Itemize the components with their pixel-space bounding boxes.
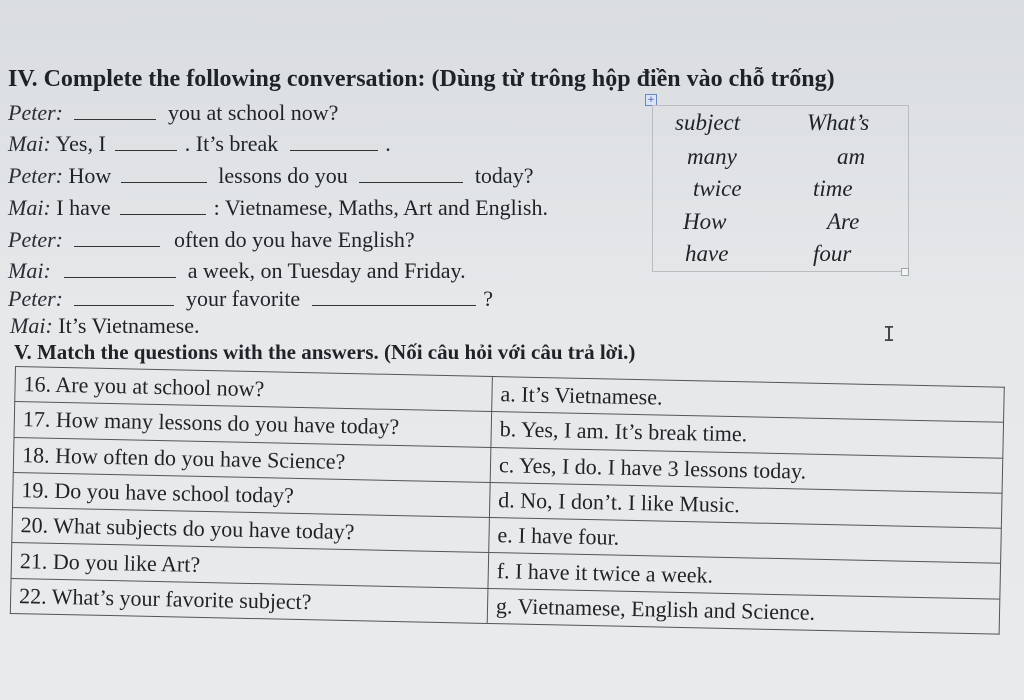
word-box-item: subject (675, 110, 741, 135)
question-cell: 20. What subjects do you have today? (12, 508, 490, 553)
conversation-line-6 (8, 258, 466, 284)
speaker-label: Peter: (8, 100, 63, 125)
speaker-label: Mai: (8, 258, 51, 283)
line-text: Yes, I (55, 131, 106, 156)
line-text: you at school now? (167, 100, 339, 125)
question-cell: 16. Are you at school now? (15, 367, 493, 412)
answer-cell: g. Vietnamese, English and Science. (487, 588, 1000, 634)
word-box (652, 105, 909, 272)
answer-cell: f. I have it twice a week. (488, 553, 1001, 599)
answer-cell: e. I have four. (489, 518, 1002, 564)
question-cell: 17. How many lessons do you have today? (14, 402, 492, 447)
resize-handle-icon[interactable] (901, 268, 909, 276)
speaker-label: Peter: (8, 227, 63, 252)
speaker-label: Mai: (8, 131, 51, 156)
line-text: lessons do you (218, 163, 348, 188)
blank-7[interactable] (74, 228, 160, 247)
question-cell: 18. How often do you have Science? (13, 437, 491, 482)
blank-4[interactable] (121, 164, 207, 183)
blank-2[interactable] (115, 132, 177, 151)
conversation-line-8 (10, 313, 200, 339)
line-text: : Vietnamese, Maths, Art and English. (213, 195, 548, 220)
matching-table (10, 366, 1005, 635)
line-text: ? (483, 286, 493, 311)
blank-6[interactable] (120, 196, 206, 215)
line-text: often do you have English? (173, 227, 415, 252)
section-4-heading: IV. Complete the following conversation: (Dùng từ trông hộp điền vào chỗ trống) (8, 66, 835, 92)
word-box-item: How (683, 209, 727, 234)
blank-8[interactable] (64, 259, 176, 278)
word-box-item: am (837, 144, 866, 169)
conversation-line-1 (8, 100, 338, 126)
blank-9[interactable] (74, 287, 174, 306)
line-text: a week, on Tuesday and Friday. (187, 258, 466, 283)
answer-cell: b. Yes, I am. It’s break time. (491, 412, 1004, 458)
answer-cell: d. No, I don’t. I like Music. (489, 482, 1002, 528)
word-box-item: What’s (807, 110, 870, 135)
conversation-line-5 (8, 227, 415, 253)
question-cell: 19. Do you have school today? (13, 472, 491, 517)
line-text: today? (474, 163, 534, 188)
word-box-item: Are (827, 209, 860, 234)
blank-10[interactable] (312, 287, 476, 306)
line-text: I have (56, 195, 111, 220)
word-box-item: time (813, 176, 853, 201)
line-text: How (68, 163, 112, 188)
answer-cell: a. It’s Vietnamese. (492, 376, 1005, 422)
line-text: . (385, 131, 391, 156)
conversation-line-2 (8, 131, 391, 157)
section-5-heading: V. Match the questions with the answers. (Nối câu hỏi với câu trả lời.) (14, 340, 636, 364)
conversation-line-4 (8, 195, 548, 221)
answer-cell: c. Yes, I do. I have 3 lessons today. (490, 447, 1003, 493)
question-cell: 21. Do you like Art? (11, 543, 489, 588)
blank-5[interactable] (359, 164, 463, 183)
speaker-label: Mai: (10, 313, 53, 338)
text-cursor-icon: I (883, 322, 896, 346)
conversation-line-7 (8, 286, 493, 312)
line-text: It’s Vietnamese. (58, 313, 200, 338)
table-move-anchor-icon[interactable]: + (645, 94, 657, 106)
question-cell: 22. What’s your favorite subject? (10, 578, 488, 623)
word-box-item: twice (693, 176, 742, 201)
speaker-label: Peter: (8, 286, 63, 311)
conversation-line-3 (8, 163, 533, 189)
line-text: your favorite (185, 286, 301, 311)
blank-3[interactable] (290, 132, 378, 151)
blank-1[interactable] (74, 101, 156, 120)
line-text: . It’s break (184, 131, 279, 156)
speaker-label: Mai: (8, 195, 51, 220)
word-box-item: have (685, 241, 729, 266)
word-box-item: many (687, 144, 737, 169)
speaker-label: Peter: (8, 163, 63, 188)
word-box-item: four (813, 241, 852, 266)
